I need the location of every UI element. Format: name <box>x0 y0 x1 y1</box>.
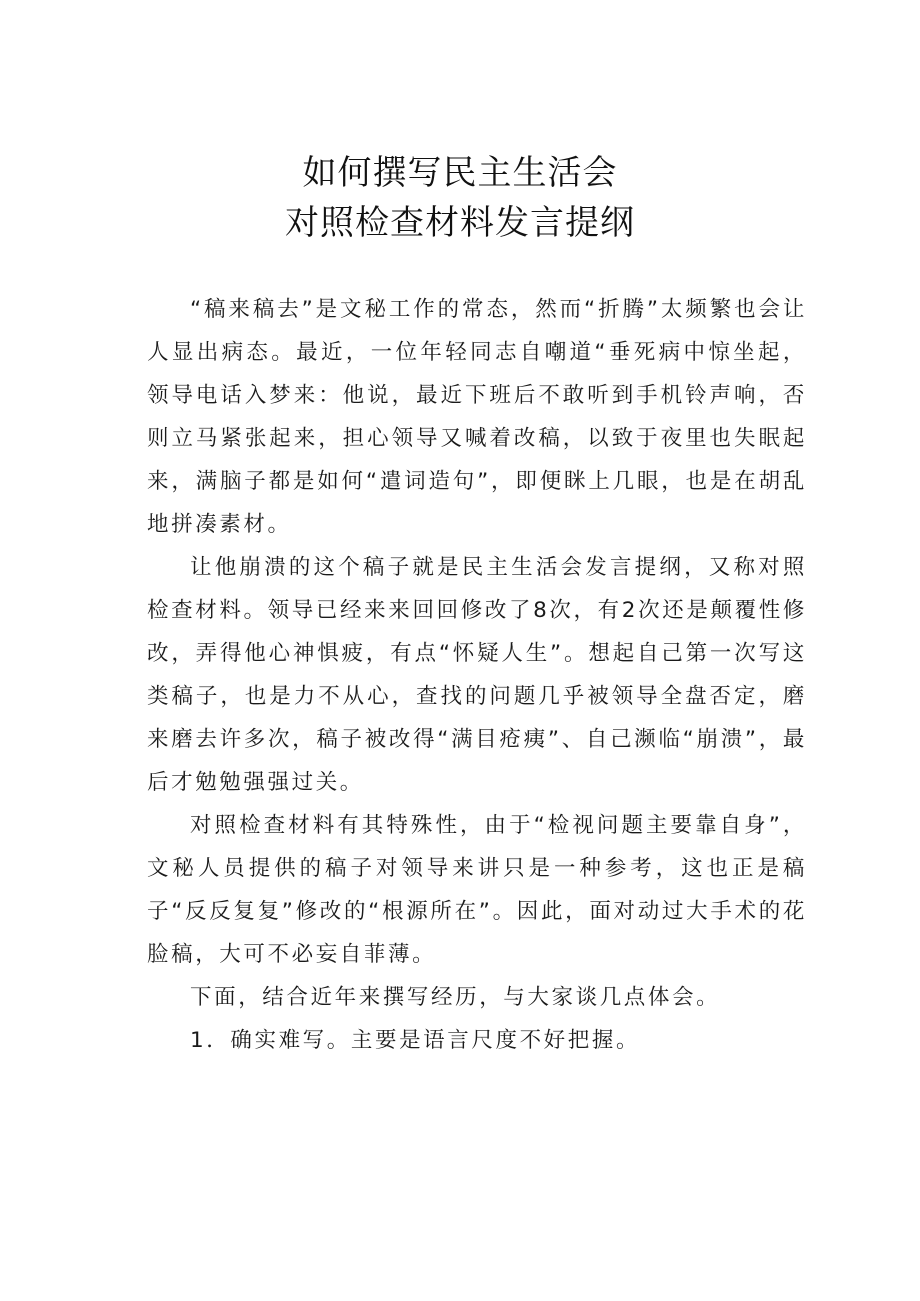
paragraph-3: 对照检查材料有其特殊性，由于“检视问题主要靠自身”，文秘人员提供的稿子对领导来讲只是一种参考，这也正是稿子“反反复复”修改的“根源所在”。因此，面对动过大手术的花脸稿，大可不必妄自菲薄。 <box>147 813 807 967</box>
paragraph-2: 让他崩溃的这个稿子就是民主生活会发言提纲，又称对照检查材料。领导已经来来回回修改了8次，有2次还是颠覆性修改，弄得他心神惧疲，有点“怀疑人生”。想起自己第一次写这类稿子，也是力不从心，查找的问题几乎被领导全盘否定，磨来磨去许多次，稿子被改得“满目疮痍”、自己濒临“崩溃”，最后才勉勉强强过关。 <box>147 555 807 795</box>
title-line-2: 对照检查材料发言提纲 <box>285 203 635 243</box>
title-line-1: 如何撰写民主生活会 <box>302 153 618 193</box>
document-body <box>147 288 807 1062</box>
paragraph-5: 1．确实难写。主要是语言尺度不好把握。 <box>190 1028 641 1053</box>
document-title <box>0 148 920 248</box>
paragraph-1: “稿来稿去”是文秘工作的常态，然而“折腾”太频繁也会让人显出病态。最近，一位年轻同志自嘲道“垂死病中惊坐起，领导电话入梦来：他说，最近下班后不敢听到手机铃声响，否则立马紧张起来，担心领导又喊着改稿，以致于夜里也失眠起来，满脑子都是如何“遣词造句”，即便眯上几眼，也是在胡乱地拼凑素材。 <box>147 297 807 537</box>
paragraph-4: 下面，结合近年来撰写经历，与大家谈几点体会。 <box>190 985 721 1010</box>
